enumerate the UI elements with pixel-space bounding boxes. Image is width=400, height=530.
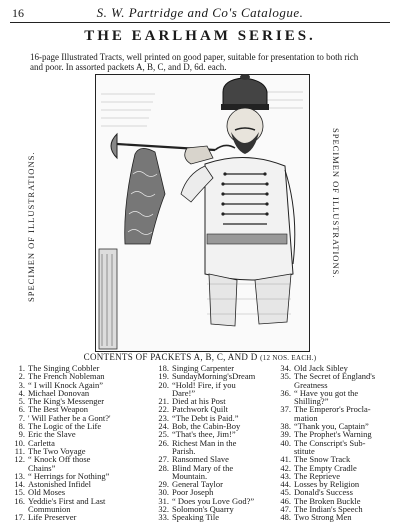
trumpeter-engraving bbox=[95, 74, 310, 352]
list-item: 16. Yeddie's First and Last bbox=[14, 495, 106, 506]
list-item: 34. Old Jack Sibley bbox=[280, 363, 348, 373]
list-item: Greatness bbox=[294, 379, 328, 390]
specimen-caption-right: SPECIMEN OF ILLUSTRATIONS. bbox=[331, 128, 341, 279]
list-item: 1. The Singing Cobbler bbox=[18, 363, 100, 373]
list-item: 18. Singing Carpenter bbox=[158, 363, 235, 373]
list-item: 40. The Conscript's Sub- bbox=[280, 437, 366, 448]
list-item: 41. The Snow Track bbox=[280, 454, 351, 465]
contents-column-1 bbox=[10, 364, 150, 522]
list-item: 23. “The Debt is Paid.” bbox=[158, 412, 239, 423]
list-item: 8. The Logic of the Life bbox=[18, 421, 102, 432]
list-item: 15. Old Moses bbox=[14, 487, 66, 498]
list-item: 28. Blind Mary of the bbox=[158, 462, 234, 473]
list-item: 42. The Empty Cradle bbox=[280, 462, 357, 473]
list-item: 47. The Indian's Speech bbox=[280, 504, 363, 515]
list-item: 36. “ Have you got the bbox=[280, 387, 359, 398]
list-item: 27. Ransomed Slave bbox=[158, 454, 229, 465]
list-item: 44. Losses by Religion bbox=[280, 479, 360, 490]
specimen-caption-left: SPECIMEN OF ILLUSTRATIONS. bbox=[26, 151, 36, 302]
list-item: 45. Donald's Success bbox=[280, 487, 353, 498]
list-item: 19. SundayMorning'sDream bbox=[158, 371, 256, 382]
list-item: 48. Two Strong Men bbox=[280, 512, 352, 523]
running-head: S. W. Partridge and Co's Catalogue. bbox=[96, 5, 304, 20]
list-item: 21. Died at his Post bbox=[158, 396, 226, 407]
list-item: Shilling?” bbox=[294, 396, 329, 407]
list-item: 14. Astonished Infidel bbox=[14, 479, 92, 490]
list-item: 6. The Best Weapon bbox=[18, 404, 89, 415]
list-item: 26. Richest Man in the bbox=[158, 437, 237, 448]
series-title: THE EARLHAM SERIES. bbox=[84, 28, 316, 44]
list-item: 32. Solomon's Quarry bbox=[158, 504, 234, 515]
list-item: 2. The French Nobleman bbox=[18, 371, 105, 382]
list-item: 35. The Secret of England's bbox=[280, 371, 376, 382]
list-item: 25. “That's thee, Jim!” bbox=[158, 429, 236, 440]
list-item: Mountain. bbox=[172, 470, 208, 481]
list-item: 37. The Emperor's Procla- bbox=[280, 404, 371, 415]
list-item: 11. The Two Voyage bbox=[14, 445, 86, 456]
list-item: stitute bbox=[294, 445, 315, 456]
list-item: 10. Carletta bbox=[14, 437, 55, 448]
list-item: 17. Life Preserver bbox=[14, 512, 77, 523]
list-item: 5. The King's Messenger bbox=[18, 396, 105, 407]
list-item: 39. The Prophet's Warning bbox=[280, 429, 372, 440]
list-item: Parish. bbox=[172, 445, 196, 456]
list-item: 12. “ Knock Off those bbox=[14, 454, 91, 465]
list-item: 43. The Reprieve bbox=[280, 470, 341, 481]
list-item: 3. “ I will Knock Again” bbox=[18, 379, 104, 390]
contents-column-2 bbox=[154, 364, 274, 522]
list-item: 31. “ Does you Love God?” bbox=[158, 495, 255, 506]
list-item: 24. Bob, the Cabin-Boy bbox=[158, 421, 241, 432]
list-item: 4. Michael Donovan bbox=[18, 387, 90, 398]
list-item: 7. ' Will Father be a Gont?' bbox=[18, 412, 111, 423]
header-rule bbox=[10, 22, 390, 23]
contents-column-3 bbox=[276, 364, 394, 522]
list-item: 33. Speaking Tile bbox=[158, 512, 219, 523]
list-item: 13. “ Herrings for Nothing” bbox=[14, 470, 110, 481]
contents-note: (12 NOS. EACH.) bbox=[260, 354, 317, 362]
contents-heading bbox=[0, 352, 400, 362]
list-item: 30. Poor Joseph bbox=[158, 487, 214, 498]
list-item: 9. Eric the Slave bbox=[18, 429, 76, 440]
list-item: 20. “Hold! Fire, if you bbox=[158, 379, 236, 390]
list-item: 29. General Taylor bbox=[158, 479, 223, 490]
intro-text: 16-page Illustrated Tracts, well printed on good paper, suitable for presentation to both rich and poor. In assorted packets A, B, C, and D, 6d. each. bbox=[30, 52, 359, 72]
list-item: Chains” bbox=[28, 462, 56, 473]
contents-title: CONTENTS OF PACKETS A, B, C, AND D bbox=[83, 352, 258, 362]
page-number: 16 bbox=[12, 6, 24, 20]
list-item: 22. Patchwork Quilt bbox=[158, 404, 228, 415]
list-item: Communion bbox=[28, 504, 71, 515]
list-item: 46. The Broken Buckle bbox=[280, 495, 361, 506]
page-header bbox=[10, 4, 390, 22]
list-item: Dare!” bbox=[172, 387, 196, 398]
list-item: mation bbox=[294, 412, 318, 423]
list-item: 38. “Thank you, Captain” bbox=[280, 421, 369, 432]
